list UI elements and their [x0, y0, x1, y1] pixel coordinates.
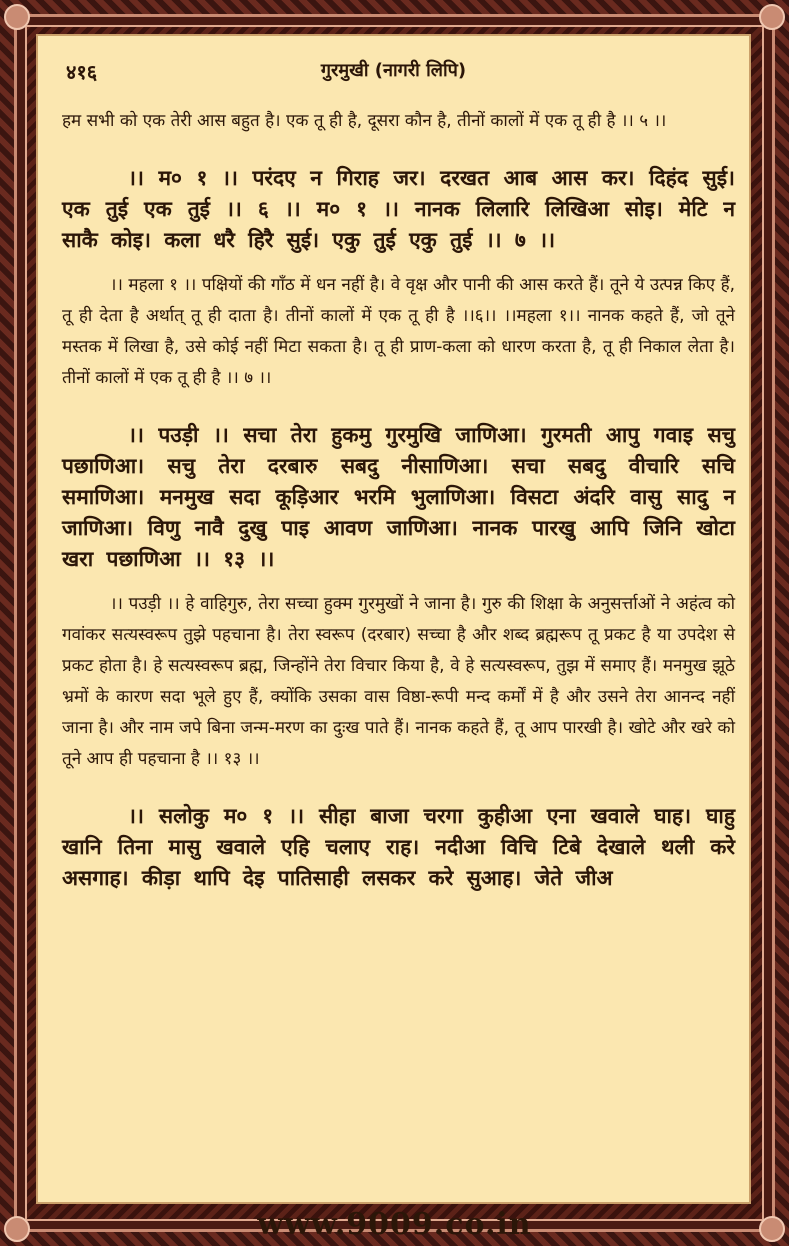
translation-paragraph: हम सभी को एक तेरी आस बहुत है। एक तू ही है, दूसरा कौन है, तीनों कालों में एक तू ही है ।। ५ ।।: [62, 111, 667, 131]
verse-block: ।। पउड़ी ।। सचा तेरा हुकमु गुरमुखि जाणिआ। गुरमती आपु गवाइ सचु पछाणिआ। सचु तेरा दरबारु सबदु नीसाणिआ। सचा सबदु वीचारि सचि समाणिआ। मनमुख सदा कूड़िआर भरमि भुलाणिआ। विसटा अंदरि वासु सादु न जाणिआ। विणु नावै दुखु पाइ आवण जाणिआ। नानक पारखु आपि जिनि खोटा खरा पछाणिआ ।। १३ ।।: [62, 423, 735, 571]
page-content: [62, 106, 735, 894]
verse-block: ।। म० १ ।। परंदए न गिराह जर। दरखत आब आस कर। दिहंद सुई। एक तुई एक तुई ।। ६ ।। म० १ ।। नानक लिलारि लिखिआ सोइ। मेटि न साकै कोइ। कला धरै हिरै सुई। एकु तुई एकु तुई ।। ७ ।।: [62, 166, 735, 252]
book-page: [36, 34, 751, 1204]
verse-block: ।। सलोकु म० १ ।। सीहा बाजा चरगा कुहीआ एना खवाले घाह। घाहु खानि तिना मासु खवाले एहि चलाए राह। नदीआ विचि टिबे देखाले थली करे असगाह। कीड़ा थापि देइ पातिसाही लसकर करे सुआह। जेते जीअ: [62, 804, 735, 890]
corner-ornament: [4, 4, 30, 30]
translation-paragraph: ।। पउड़ी ।। हे वाहिगुरु, तेरा सच्चा हुक्म गुरमुखों ने जाना है। गुरु की शिक्षा के अनुसर्त्ताओं ने अहंत्व को गवांकर सत्यस्वरूप तुझे पहचाना है। तेरा स्वरूप (दरबार) सच्चा है और शब्द ब्रह्मरूप तू प्रकट है या उपदेश से प्रकट होता है। हे सत्यस्वरूप ब्रह्म, जिन्होंने तेरा विचार किया है, वे हे सत्यस्वरूप, तुझ में समाए हैं। मनमुख झूठे भ्रमों के कारण सदा भूले हुए हैं, क्योंकि उसका वास विष्ठा-रूपी मन्द कर्मों में है और उसने तेरा आनन्द नहीं जाना है। और नाम जपे बिना जन्म-मरण का दुःख पाते हैं। नानक कहते हैं, तू आप पारखी है। खोटे और खरे को तूने आप ही पहचाना है ।। १३ ।।: [62, 594, 735, 769]
page-title: गुरमुखी (नागरी लिपि): [320, 60, 467, 81]
website-url: www.9009.co.in: [257, 1207, 532, 1242]
page-header: [38, 58, 749, 88]
translation-paragraph: ।। महला १ ।। पक्षियों की गाँठ में धन नहीं है। वे वृक्ष और पानी की आस करते हैं। तूने ये उत्पन्न किए हैं, तू ही देता है अर्थात् तू ही दाता है। तीनों कालों में एक तू ही है ।।६।। ।।महला १।। नानक कहते हैं, जो तूने मस्तक में लिखा है, उसे कोई नहीं मिटा सकता है। तू ही प्राण-कला को धारण करता है, तू ही निकाल लेता है। तीनों कालों में एक तू ही है ।। ७ ।।: [62, 275, 735, 388]
corner-ornament: [759, 4, 785, 30]
page-number: ४१६: [66, 60, 98, 84]
